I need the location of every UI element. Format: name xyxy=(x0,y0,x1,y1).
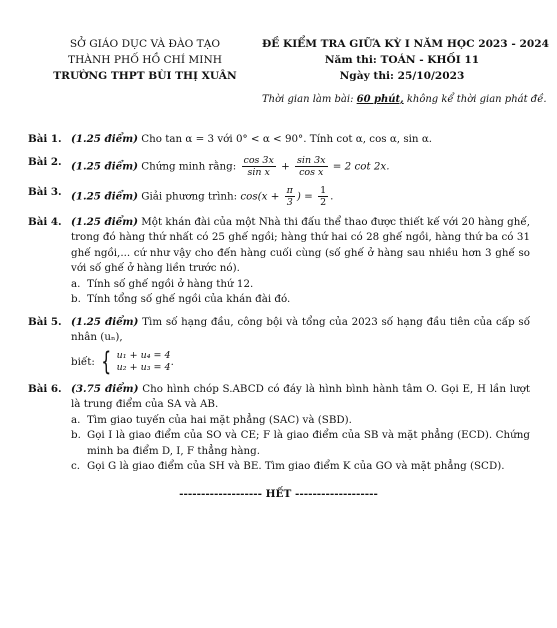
sub-question-c: c. Gọi G là giao điểm của SH và BE. Tìm giao điểm K của GO và mặt phẳng (SCD). xyxy=(71,460,505,472)
question-6 xyxy=(28,382,530,475)
exam-title: ĐỀ KIỂM TRA GIỮA KỲ I NĂM HỌC 2023 - 2024 xyxy=(262,38,549,50)
exam-header xyxy=(262,36,549,84)
exam-subject: Năm thi: TOÁN - KHỐI 11 xyxy=(324,54,480,66)
question-5: Bài 5. (1.25 điểm) Tìm số hạng đầu, công bội và tổng của 2023 số hạng đầu tiên của cấp số nhân (uₙ), biết: { u₁ + u₄ = 4 u₂ + u₃ = 4 . xyxy=(28,315,531,377)
exam-date: Ngày thi: 25/10/2023 xyxy=(339,70,465,82)
city-name: THÀNH PHỐ HỒ CHÍ MINH xyxy=(68,54,222,66)
sub-question-a: a. Tính số ghế ngồi ở hàng thứ 12. xyxy=(71,277,254,290)
end-marker: ------------------- HẾT ------------------- xyxy=(179,488,378,500)
question-points: (3.75 điểm) xyxy=(71,382,139,395)
question-text: Cho hình chóp S.ABCD có đáy là hình bình hành tâm O. Gọi E, H lần lượt là trung điểm của SA và AB. xyxy=(71,382,531,410)
question-points: (1.25 điểm) xyxy=(71,215,138,228)
question-points: (1.25 điểm) xyxy=(71,133,138,145)
sub-question-b: b. Tính tổng số ghế ngồi của khán đài đó. xyxy=(71,293,291,305)
sub-question-b: b. Gọi I là giao điểm của SO và CE; F là giao điểm của SB và mặt phẳng (ECD). Chứng minh ba điểm D, I, F thẳng hàng. xyxy=(71,429,530,457)
question-label: Bài 6. xyxy=(28,382,62,395)
question-1 xyxy=(28,132,530,148)
question-text: Một khán đài của một Nhà thi đấu thể thao được thiết kế với 20 hàng ghế, trong đó hàng thứ nhất có 25 ghế ngồi; hàng thứ hai có 28 ghế ngồi, hàng thứ ba có 31 ghế ngồi,... cứ như vậy cho đến hàng cuối cùng (số ghế ở hàng sau nhiều hơn 3 ghế so với số ghế ở hàng liền trước nó). xyxy=(71,215,531,274)
fraction: $\frac{\sin 3x}{\text{cos x}}$ xyxy=(297,154,326,178)
question-2: Bài 2. (1.25 điểm) Chứng minh rằng: $\frac{\cos 3x}{\text{sin x}}$ + $\frac{\sin 3x}{\text{cos x}}$ = 2 cot 2x. xyxy=(28,154,390,178)
department-name: SỞ GIÁO DỤC VÀ ĐÀO TẠO xyxy=(69,38,221,50)
question-label: Bài 4. xyxy=(28,215,62,228)
question-points: (1.25 điểm) xyxy=(71,190,138,202)
exam-content xyxy=(28,132,530,482)
question-3: Bài 3. (1.25 điểm) Giải phương trình: cos(x + $\frac{\pi}{3}$ ) = $\frac{1}{2}$ . xyxy=(28,184,334,208)
fraction: $\frac{\cos 3x}{\text{sin x}}$ xyxy=(243,154,274,178)
sub-question-a: a. Tìm giao tuyến của hai mặt phẳng (SAC) và (SBD). xyxy=(71,413,352,426)
time-value: 60 phút, xyxy=(356,94,404,105)
school-name: TRƯỜNG THPT BÙI THỊ XUÂN xyxy=(53,70,237,82)
time-note: Thời gian làm bài: 60 phút, không kể thời gian phát đề. xyxy=(262,94,547,105)
question-points: (1.25 điểm) xyxy=(71,160,138,172)
question-label: Bài 5. xyxy=(28,315,62,328)
question-text: Cho tan α = 3 với 0° < α < 90°. Tính cot α, cos α, sin α. xyxy=(137,133,433,145)
question-text: Giải phương trình: xyxy=(137,190,241,202)
question-label: Bài 1. xyxy=(28,133,62,145)
school-header xyxy=(30,36,260,84)
question-text: Tìm số hạng đầu, công bội và tổng của 2023 số hạng đầu tiên của cấp số nhân (uₙ), xyxy=(71,315,531,343)
question-text: Chứng minh rằng: xyxy=(137,160,240,172)
question-points: (1.25 điểm) xyxy=(71,315,139,328)
fraction: $\frac{1}{2}$ xyxy=(320,184,327,208)
question-4 xyxy=(28,215,530,308)
question-label: Bài 2. xyxy=(28,155,62,168)
equation-system: { u₁ + u₄ = 4 u₂ + u₃ = 4 xyxy=(101,346,171,377)
question-label: Bài 3. xyxy=(28,185,62,198)
fraction: $\frac{\pi}{3}$ xyxy=(286,184,293,208)
